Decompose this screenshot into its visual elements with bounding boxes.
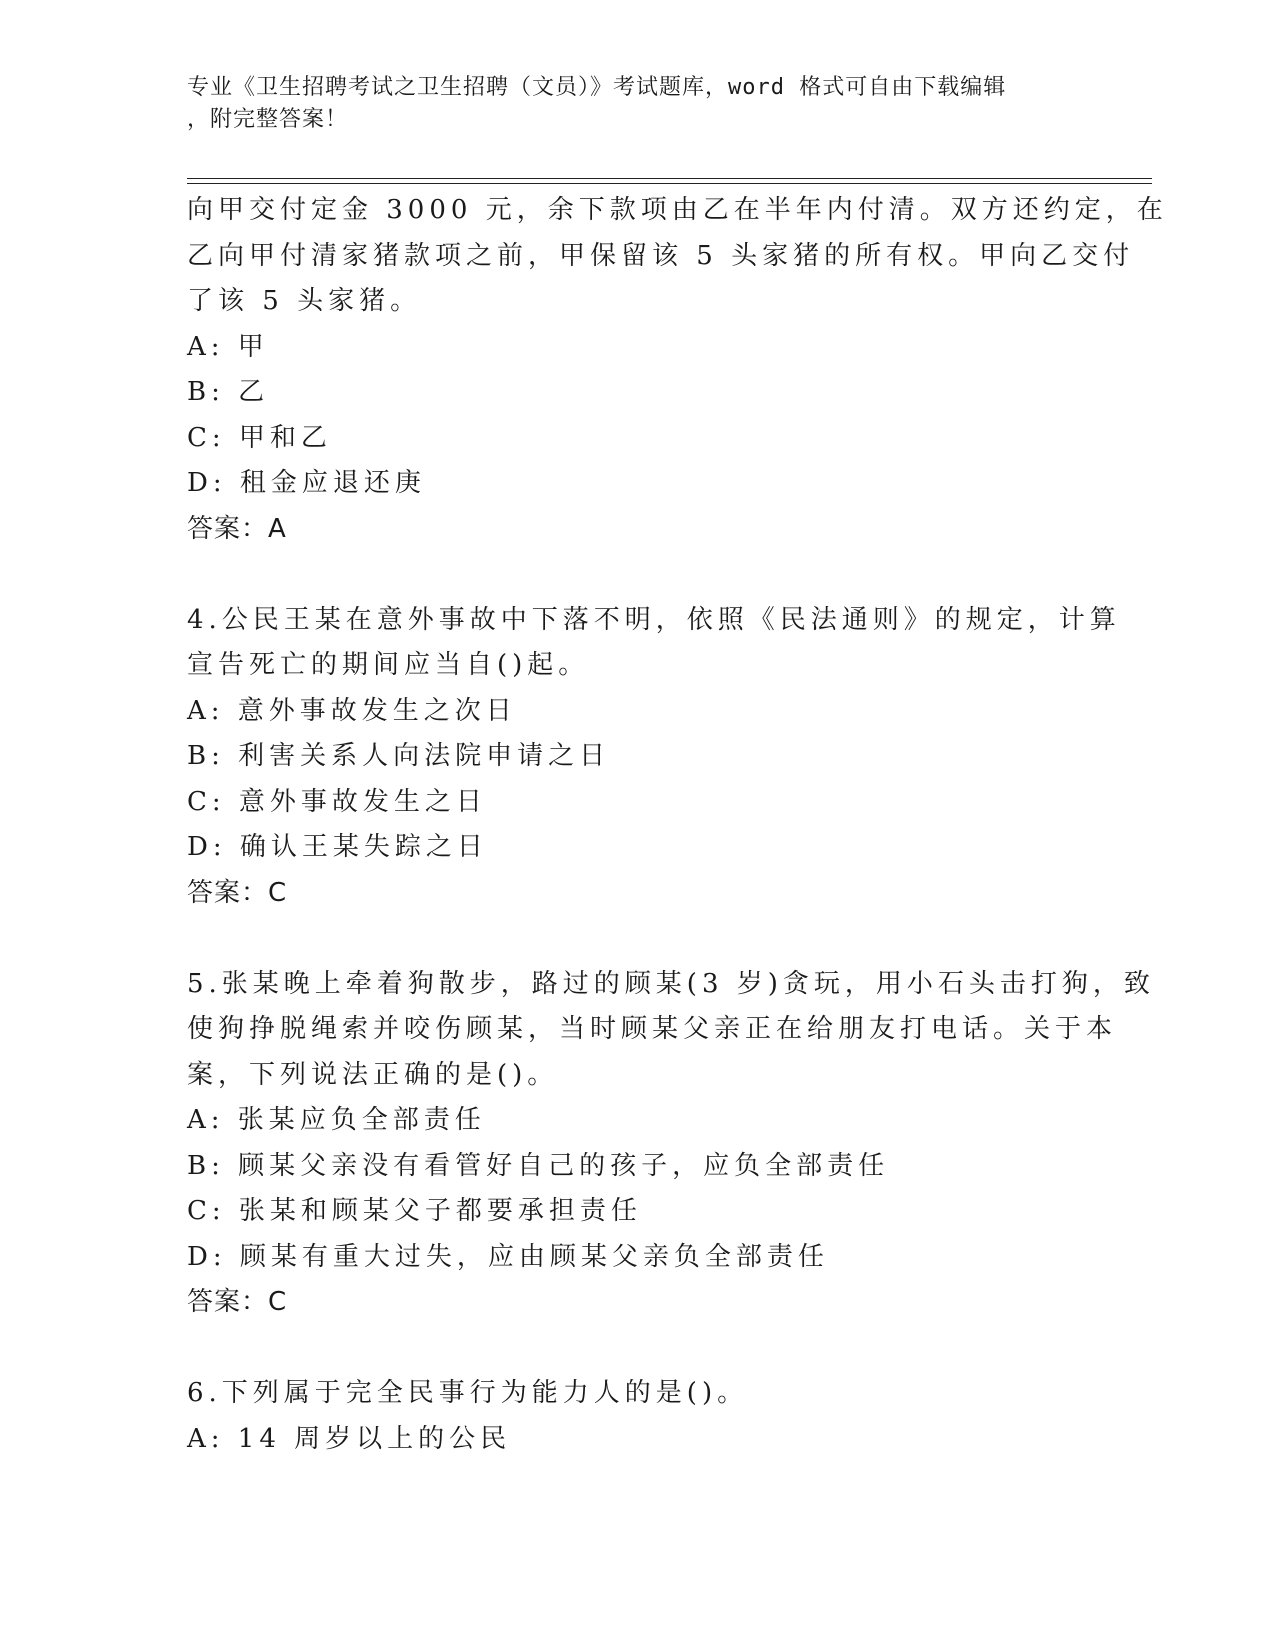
option-a: A: 14 周岁以上的公民 <box>187 1423 512 1454</box>
header-title-line-2: ，附完整答案！ <box>187 107 349 132</box>
question-text-line: 乙向甲付清家猪款项之前，甲保留该 5 头家猪的所有权。甲向乙交付 <box>187 240 1135 271</box>
option-d: D: 租金应退还庚 <box>187 468 426 498</box>
option-d: D: 顾某有重大过失，应由顾某父亲负全部责任 <box>187 1241 829 1272</box>
option-a: A: 甲 <box>187 331 269 362</box>
question-text-line: 使狗挣脱绳索并咬伤顾某，当时顾某父亲正在给朋友打电话。关于本 <box>187 1014 1118 1044</box>
answer-line: 答案：C <box>187 1287 288 1317</box>
header-title-line-1: 专业《卫生招聘考试之卫生招聘（文员）》考试题库，word 格式可自由下载编辑 <box>187 75 1007 100</box>
question-text-line: 5.张某晚上牵着狗散步，路过的顾某(3 岁)贪玩，用小石头击打狗，致 <box>187 968 1155 999</box>
answer-line: 答案：C <box>187 877 288 908</box>
option-c: C: 张某和顾某父子都要承担责任 <box>187 1196 642 1226</box>
option-b: B: 利害关系人向法院申请之日 <box>187 741 611 771</box>
option-d: D: 确认王某失踪之日 <box>187 832 488 862</box>
document-body <box>187 188 1168 1462</box>
question-5-block <box>187 962 1155 1326</box>
question-text-line: 6.下列属于完全民事行为能力人的是()。 <box>187 1378 749 1408</box>
header-divider-top <box>187 178 1152 179</box>
document-header <box>187 72 1067 136</box>
option-b: B: 乙 <box>187 377 270 407</box>
spacer <box>187 552 1087 598</box>
header-divider-bottom <box>187 183 1152 184</box>
option-c: C: 意外事故发生之日 <box>187 786 487 817</box>
question-text-line: 向甲交付定金 3000 元，余下款项由乙在半年内付清。双方还约定，在 <box>187 195 1168 225</box>
question-text-line: 4.公民王某在意外事故中下落不明，依照《民法通则》的规定，计算 <box>187 604 1121 635</box>
question-6-block <box>187 1371 1087 1462</box>
option-c: C: 甲和乙 <box>187 422 332 453</box>
question-text-line: 宣告死亡的期间应当自()起。 <box>187 650 590 680</box>
question-text-line: 了该 5 头家猪。 <box>187 286 422 316</box>
option-a: A: 意外事故发生之次日 <box>187 695 517 726</box>
question-3-block <box>187 188 1168 552</box>
answer-line: 答案：A <box>187 513 287 544</box>
question-text-line: 案，下列说法正确的是()。 <box>187 1059 559 1090</box>
question-4-block <box>187 598 1121 917</box>
spacer <box>187 916 1087 962</box>
spacer <box>187 1326 1087 1372</box>
option-b: B: 顾某父亲没有看管好自己的孩子，应负全部责任 <box>187 1150 890 1181</box>
option-a: A: 张某应负全部责任 <box>187 1105 486 1135</box>
